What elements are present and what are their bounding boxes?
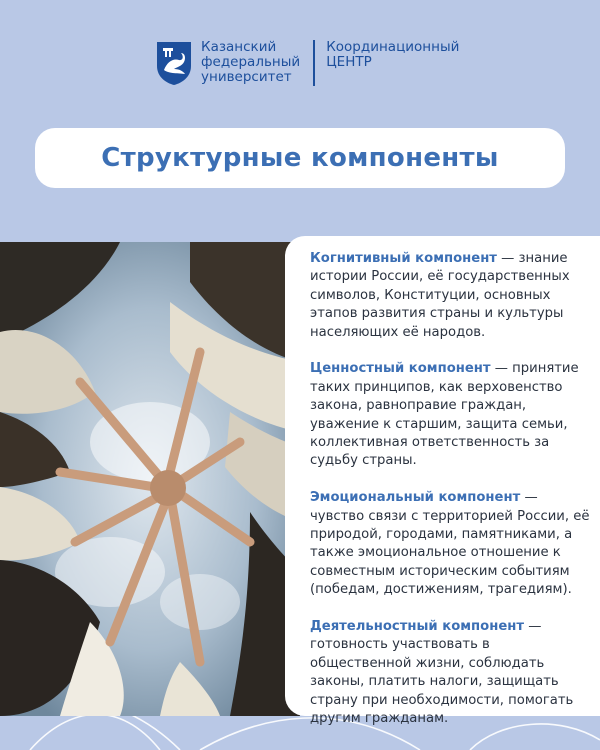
- component-value: Ценностный компонент — принятие таких принципов, как верховенство закона, равноправие граждан, уважение к старшим, защита семьи, коллективная ответственность за судьбу страны.: [310, 361, 579, 469]
- component-emotional: Эмоциональный компонент — чувство связи с территорией России, её природой, городами, памятниками, а также эмоциональное отношение к совместным историческим событиям (победам, достижениям, трагедиям).: [310, 490, 590, 598]
- university-name: Казанский федеральный университет: [201, 39, 301, 85]
- university-emblem-icon: [155, 40, 193, 86]
- header-logo: [155, 40, 459, 86]
- photo-hands-together: [0, 242, 300, 716]
- component-cognitive: Когнитивный компонент — знание истории России, её государственных символов, Конституции, основных этапов развития страны и культуры населяющих её народов.: [310, 251, 570, 340]
- page-title: Структурные компоненты: [101, 143, 499, 173]
- component-activity: Деятельностный компонент — готовность участвовать в общественной жизни, соблюдать законы, платить налоги, защищать страну при необходимости, помогать другим гражданам.: [310, 619, 574, 727]
- title-banner: [35, 128, 565, 188]
- logo-divider: [313, 40, 315, 86]
- center-name: Координационный ЦЕНТР: [326, 39, 460, 70]
- components-card: [285, 236, 600, 727]
